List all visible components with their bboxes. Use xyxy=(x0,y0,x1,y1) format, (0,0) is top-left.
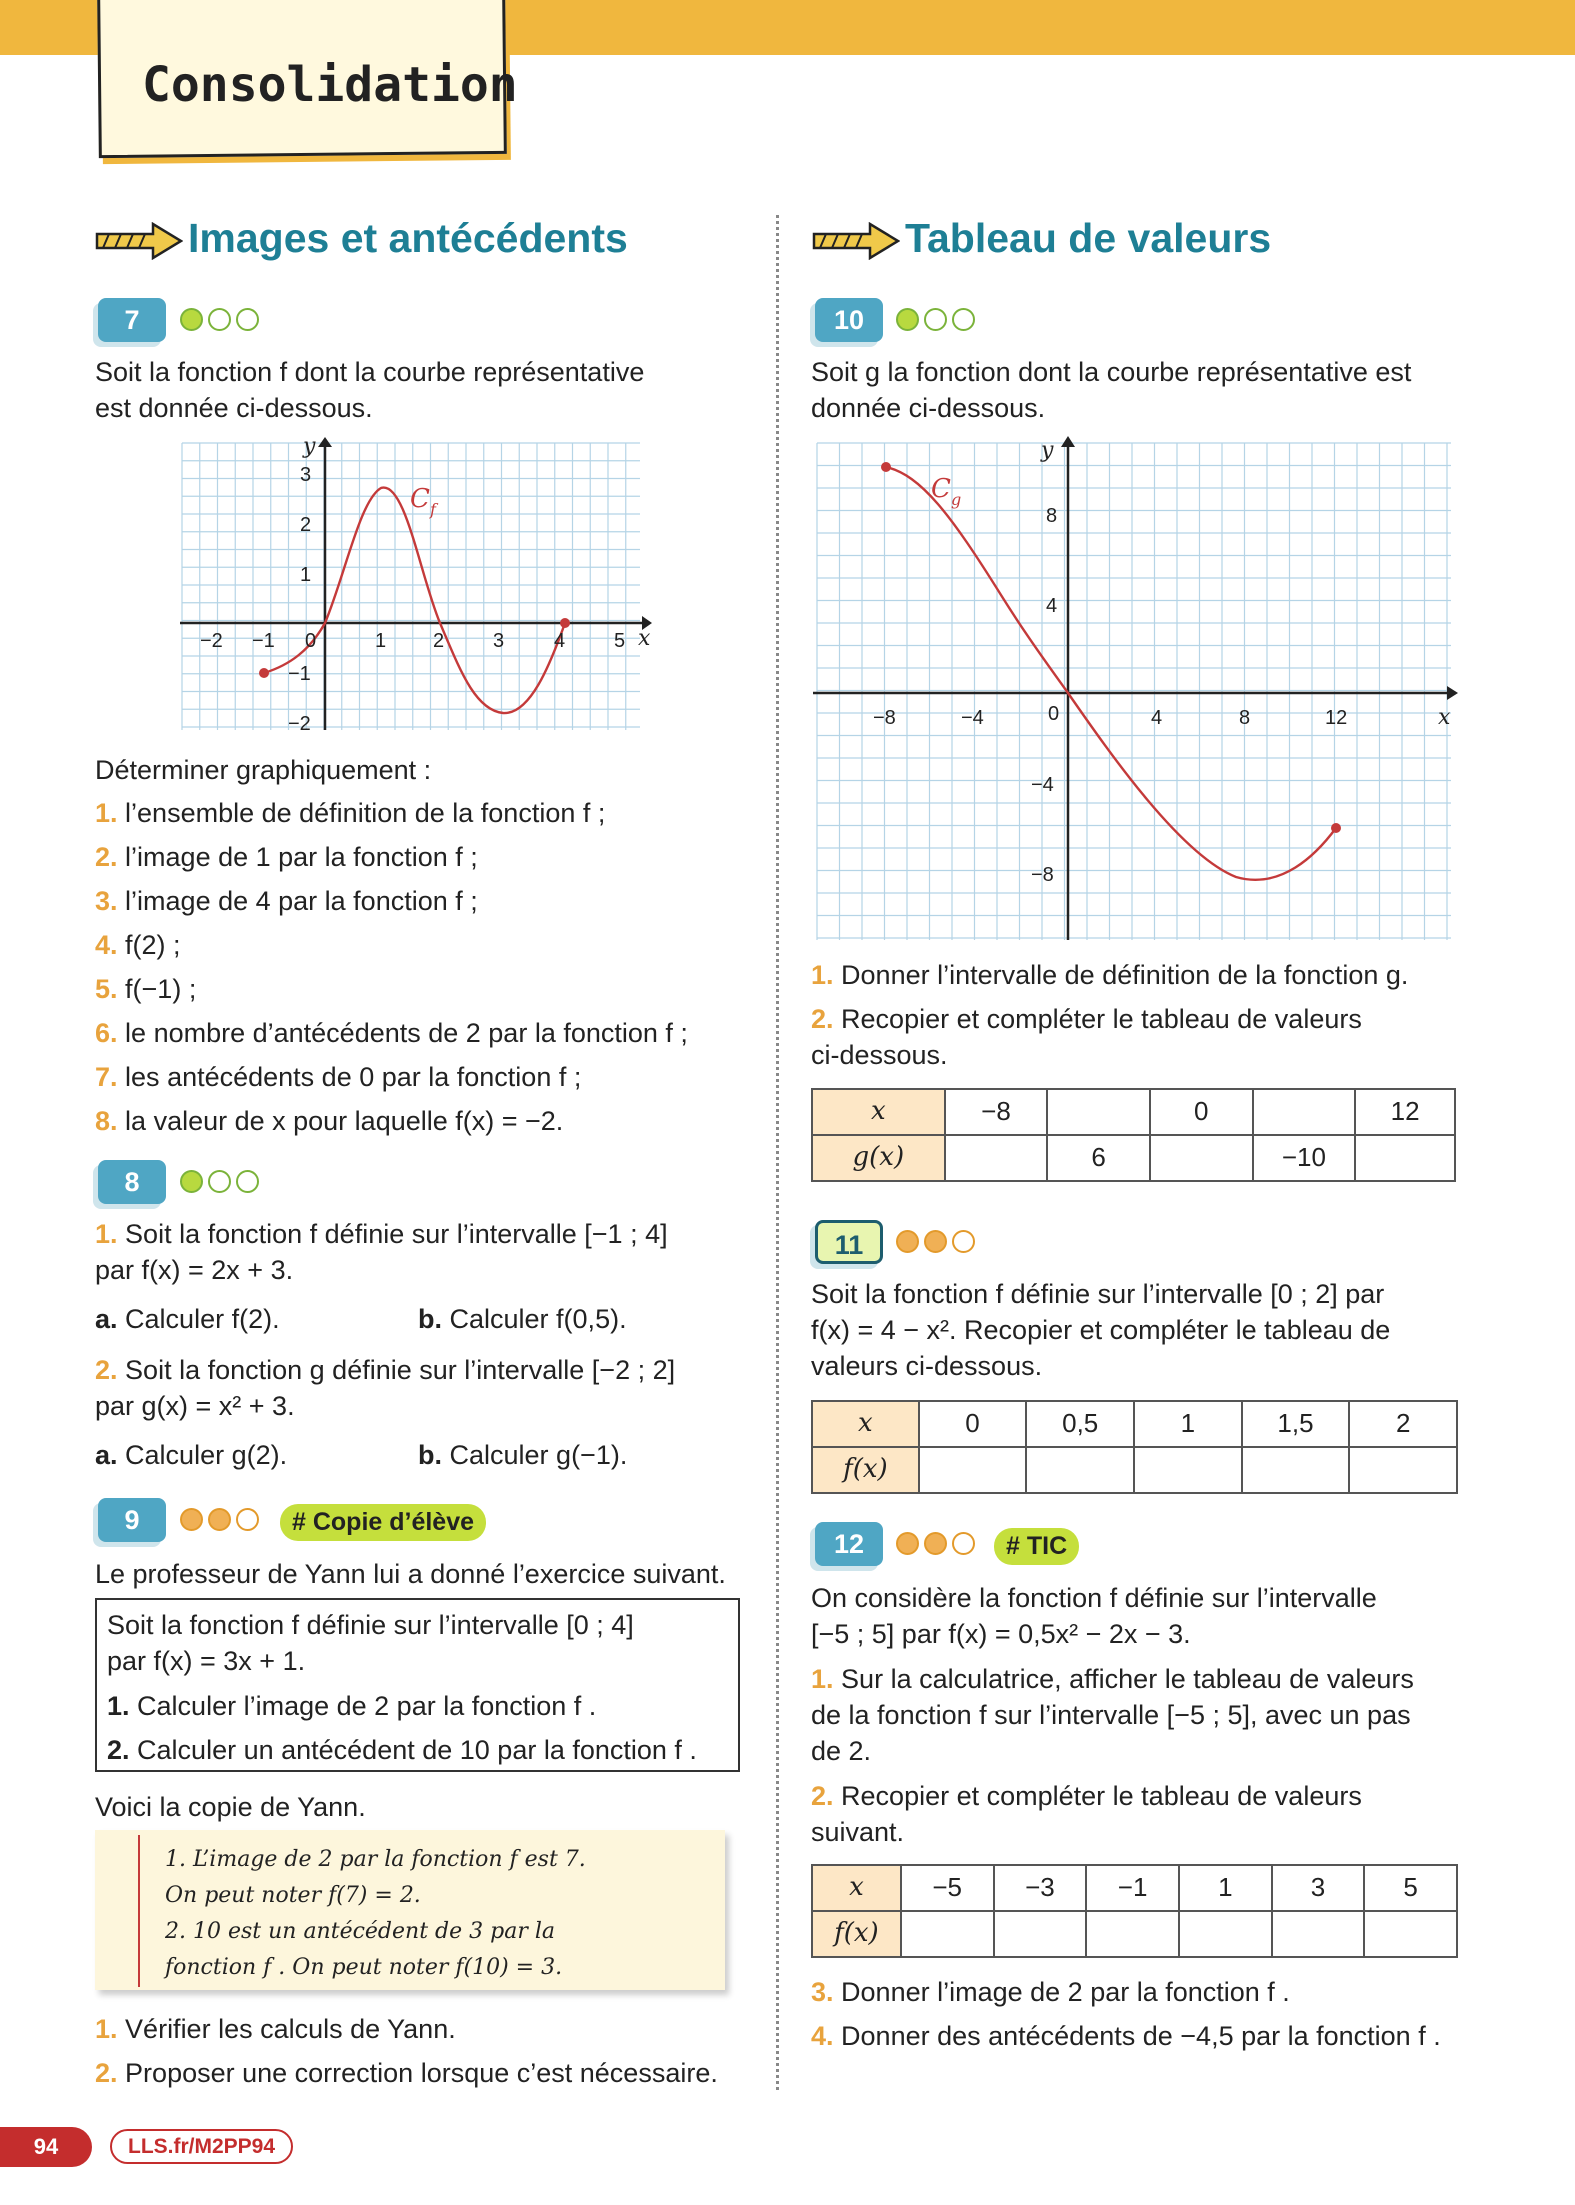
x-tick: −1 xyxy=(252,630,275,652)
table-cell xyxy=(1364,1911,1457,1957)
table-cell: g(x) xyxy=(812,1135,945,1181)
x-tick: 0 xyxy=(305,630,317,652)
y-tick: 3 xyxy=(300,464,312,486)
table-cell xyxy=(1179,1911,1272,1957)
table-cell: x xyxy=(812,1089,945,1135)
table-row xyxy=(812,1911,1457,1957)
ex12-q1-line2: de la fonction f sur l’intervalle [−5 ; 5], avec un pas xyxy=(811,1700,1411,1730)
ex9-q1: 1. Vérifier les calculs de Yann. xyxy=(95,2014,456,2044)
table-cell: −8 xyxy=(945,1089,1048,1135)
y-tick: 2 xyxy=(300,514,312,536)
table-cell xyxy=(1150,1135,1253,1181)
y-tick: −2 xyxy=(288,713,311,735)
difficulty-dots xyxy=(180,1170,259,1193)
x-tick: 1 xyxy=(375,630,387,652)
table-cell xyxy=(994,1911,1087,1957)
ex10-q2-line2: ci-dessous. xyxy=(811,1040,948,1070)
x-tick: −8 xyxy=(873,707,896,729)
y-tick: 8 xyxy=(1046,505,1058,527)
arrow-icon xyxy=(812,222,900,260)
graph-g xyxy=(811,435,1461,945)
ex7-lead: Déterminer graphiquement : xyxy=(95,755,432,785)
ex8-q2b: b. Calculer g(−1). xyxy=(418,1440,628,1470)
x-tick: −4 xyxy=(961,707,984,729)
exercise-number-8: 8 xyxy=(98,1160,166,1204)
list-item: 2. l’image de 1 par la fonction f ; xyxy=(95,842,478,872)
exercise-number-7: 7 xyxy=(98,298,166,342)
table-cell xyxy=(945,1135,1048,1181)
ex7-intro-2: est donnée ci-dessous. xyxy=(95,393,373,423)
table-row xyxy=(812,1135,1455,1181)
ex10-intro-2: donnée ci-dessous. xyxy=(811,393,1046,423)
table-cell: x xyxy=(812,1401,919,1447)
table-cell: 2 xyxy=(1349,1401,1457,1447)
x-tick: 4 xyxy=(554,630,566,652)
exercise-number-12: 12 xyxy=(815,1522,883,1566)
ex10-intro-1: Soit g la fonction dont la courbe représentative est xyxy=(811,357,1412,387)
table-cell: −3 xyxy=(994,1865,1087,1911)
table-cell: 12 xyxy=(1355,1089,1455,1135)
table-cell xyxy=(1086,1911,1179,1957)
table-cell: 0 xyxy=(919,1401,1027,1447)
values-table-f11 xyxy=(811,1400,1458,1494)
table-cell: x xyxy=(812,1865,901,1911)
copie-eleve-tag: # Copie d’élève xyxy=(280,1504,486,1541)
ex8-q1a: a. Calculer f(2). xyxy=(95,1304,280,1334)
ex11-line1: Soit la fonction f définie sur l’intervalle [0 ; 2] par xyxy=(811,1279,1385,1309)
ex12-q2-line1: 2. Recopier et compléter le tableau de valeurs xyxy=(811,1781,1362,1811)
handwritten-line: On peut noter f(7) = 2. xyxy=(165,1883,421,1908)
x-tick: −2 xyxy=(200,630,223,652)
table-cell: −5 xyxy=(901,1865,994,1911)
table-cell: 1 xyxy=(1134,1401,1242,1447)
values-table-g xyxy=(811,1088,1456,1182)
section-title-left: Images et antécédents xyxy=(188,215,628,261)
y-tick: −1 xyxy=(288,663,311,685)
table-row xyxy=(812,1865,1457,1911)
x-tick: 2 xyxy=(433,630,445,652)
section-title-right: Tableau de valeurs xyxy=(905,215,1272,261)
box-line: 2. Calculer un antécédent de 10 par la fonction f . xyxy=(107,1735,697,1765)
curve-endpoint xyxy=(560,618,570,628)
curve-label: C xyxy=(410,484,430,514)
ex8-q2a: a. Calculer g(2). xyxy=(95,1440,288,1470)
ex12-q3: 3. Donner l’image de 2 par la fonction f . xyxy=(811,1977,1290,2007)
list-item: 8. la valeur de x pour laquelle f(x) = −2. xyxy=(95,1106,564,1136)
arrow-icon xyxy=(95,222,183,260)
page-number: 94 xyxy=(0,2127,92,2167)
exercise-number-9: 9 xyxy=(98,1498,166,1542)
voici-copie: Voici la copie de Yann. xyxy=(95,1792,366,1822)
handwritten-line: 1. L’image de 2 par la fonction f est 7. xyxy=(165,1847,586,1872)
table-cell xyxy=(1349,1447,1457,1493)
ex8-q2-line2: par g(x) = x² + 3. xyxy=(95,1391,295,1421)
table-row xyxy=(812,1447,1457,1493)
ex12-line1: On considère la fonction f définie sur l’intervalle xyxy=(811,1583,1377,1613)
curve-endpoint xyxy=(259,668,269,678)
ex8-q1-line1: 1. Soit la fonction f définie sur l’intervalle [−1 ; 4] xyxy=(95,1219,668,1249)
list-item: 3. l’image de 4 par la fonction f ; xyxy=(95,886,478,916)
table-cell xyxy=(1026,1447,1134,1493)
ex11-line3: valeurs ci-dessous. xyxy=(811,1351,1043,1381)
table-cell: 0 xyxy=(1150,1089,1253,1135)
x-axis-label: x xyxy=(638,626,651,651)
handwritten-line: 2. 10 est un antécédent de 3 par la xyxy=(165,1919,555,1944)
table-cell: f(x) xyxy=(812,1447,919,1493)
ex7-intro-1: Soit la fonction f dont la courbe représentative xyxy=(95,357,645,387)
list-item: 1. l’ensemble de définition de la fonction f ; xyxy=(95,798,606,828)
list-item: 7. les antécédents de 0 par la fonction f ; xyxy=(95,1062,582,1092)
table-cell xyxy=(1242,1447,1350,1493)
graph-f xyxy=(170,435,655,735)
x-tick: 3 xyxy=(493,630,505,652)
column-divider xyxy=(776,215,779,2090)
ex8-q1-line2: par f(x) = 2x + 3. xyxy=(95,1255,294,1285)
table-cell xyxy=(1272,1911,1365,1957)
list-item: 5. f(−1) ; xyxy=(95,974,197,1004)
table-cell: −1 xyxy=(1086,1865,1179,1911)
y-tick: −4 xyxy=(1031,774,1054,796)
x-tick: 0 xyxy=(1048,703,1060,725)
y-axis-label: y xyxy=(1041,438,1054,463)
footer-link[interactable]: LLS.fr/M2PP94 xyxy=(110,2129,293,2164)
table-cell xyxy=(1134,1447,1242,1493)
ex8-q2-line1: 2. Soit la fonction g définie sur l’intervalle [−2 ; 2] xyxy=(95,1355,676,1385)
handwritten-line: fonction f . On peut noter f(10) = 3. xyxy=(165,1955,563,1980)
table-cell: 5 xyxy=(1364,1865,1457,1911)
box-line: Soit la fonction f définie sur l’intervalle [0 ; 4] xyxy=(107,1610,634,1640)
curve-endpoint xyxy=(881,462,891,472)
exercise-number-11: 11 xyxy=(815,1220,883,1264)
table-cell: 6 xyxy=(1047,1135,1150,1181)
table-row xyxy=(812,1089,1455,1135)
curve-endpoint xyxy=(1331,823,1341,833)
table-cell xyxy=(1253,1089,1356,1135)
ex7-question-list xyxy=(95,796,688,1148)
x-tick: 8 xyxy=(1239,707,1251,729)
y-tick: −8 xyxy=(1031,864,1054,886)
ex10-q1: 1. Donner l’intervalle de définition de la fonction g. xyxy=(811,960,1409,990)
list-item: 4. f(2) ; xyxy=(95,930,181,960)
table-cell xyxy=(919,1447,1027,1493)
table-cell xyxy=(1355,1135,1455,1181)
ex12-q1-line1: 1. Sur la calculatrice, afficher le tableau de valeurs xyxy=(811,1664,1414,1694)
box-line: par f(x) = 3x + 1. xyxy=(107,1646,306,1676)
ex10-q2-line1: 2. Recopier et compléter le tableau de valeurs xyxy=(811,1004,1362,1034)
table-cell: 1 xyxy=(1179,1865,1272,1911)
ex9-intro: Le professeur de Yann lui a donné l’exercice suivant. xyxy=(95,1559,726,1589)
difficulty-dots xyxy=(896,308,975,331)
values-table-f12 xyxy=(811,1864,1458,1958)
page-title: Consolidation xyxy=(142,57,518,113)
ex12-q1-line3: de 2. xyxy=(811,1736,872,1766)
exercise-number-10: 10 xyxy=(815,298,883,342)
difficulty-dots xyxy=(180,308,259,331)
table-cell: f(x) xyxy=(812,1911,901,1957)
y-tick: 4 xyxy=(1046,595,1058,617)
margin-line xyxy=(138,1835,140,1987)
x-tick: 4 xyxy=(1151,707,1163,729)
x-axis-label: x xyxy=(1438,705,1451,730)
tic-tag: # TIC xyxy=(994,1528,1079,1565)
table-cell xyxy=(901,1911,994,1957)
ex12-line2: [−5 ; 5] par f(x) = 0,5x² − 2x − 3. xyxy=(811,1619,1191,1649)
ex9-q2: 2. Proposer une correction lorsque c’est nécessaire. xyxy=(95,2058,718,2088)
table-cell xyxy=(1047,1089,1150,1135)
difficulty-dots xyxy=(896,1230,975,1253)
list-item: 6. le nombre d’antécédents de 2 par la fonction f ; xyxy=(95,1018,688,1048)
curve-label-sub: f xyxy=(430,500,436,519)
ex12-q2-line2: suivant. xyxy=(811,1817,905,1847)
x-tick: 12 xyxy=(1325,707,1348,729)
difficulty-dots xyxy=(180,1508,259,1531)
table-cell: −10 xyxy=(1253,1135,1356,1181)
y-tick: 1 xyxy=(300,564,312,586)
x-tick: 5 xyxy=(614,630,626,652)
ex8-q1b: b. Calculer f(0,5). xyxy=(418,1304,627,1334)
ex11-line2: f(x) = 4 − x². Recopier et compléter le tableau de xyxy=(811,1315,1391,1345)
table-cell: 0,5 xyxy=(1026,1401,1134,1447)
curve-label-sub: g xyxy=(951,490,962,509)
table-cell: 3 xyxy=(1272,1865,1365,1911)
box-line: 1. Calculer l’image de 2 par la fonction f . xyxy=(107,1691,597,1721)
difficulty-dots xyxy=(896,1532,975,1555)
table-row xyxy=(812,1401,1457,1447)
ex12-q4: 4. Donner des antécédents de −4,5 par la fonction f . xyxy=(811,2021,1441,2051)
table-cell: 1,5 xyxy=(1242,1401,1350,1447)
curve-label: C xyxy=(931,474,951,504)
y-axis-label: y xyxy=(303,435,316,459)
